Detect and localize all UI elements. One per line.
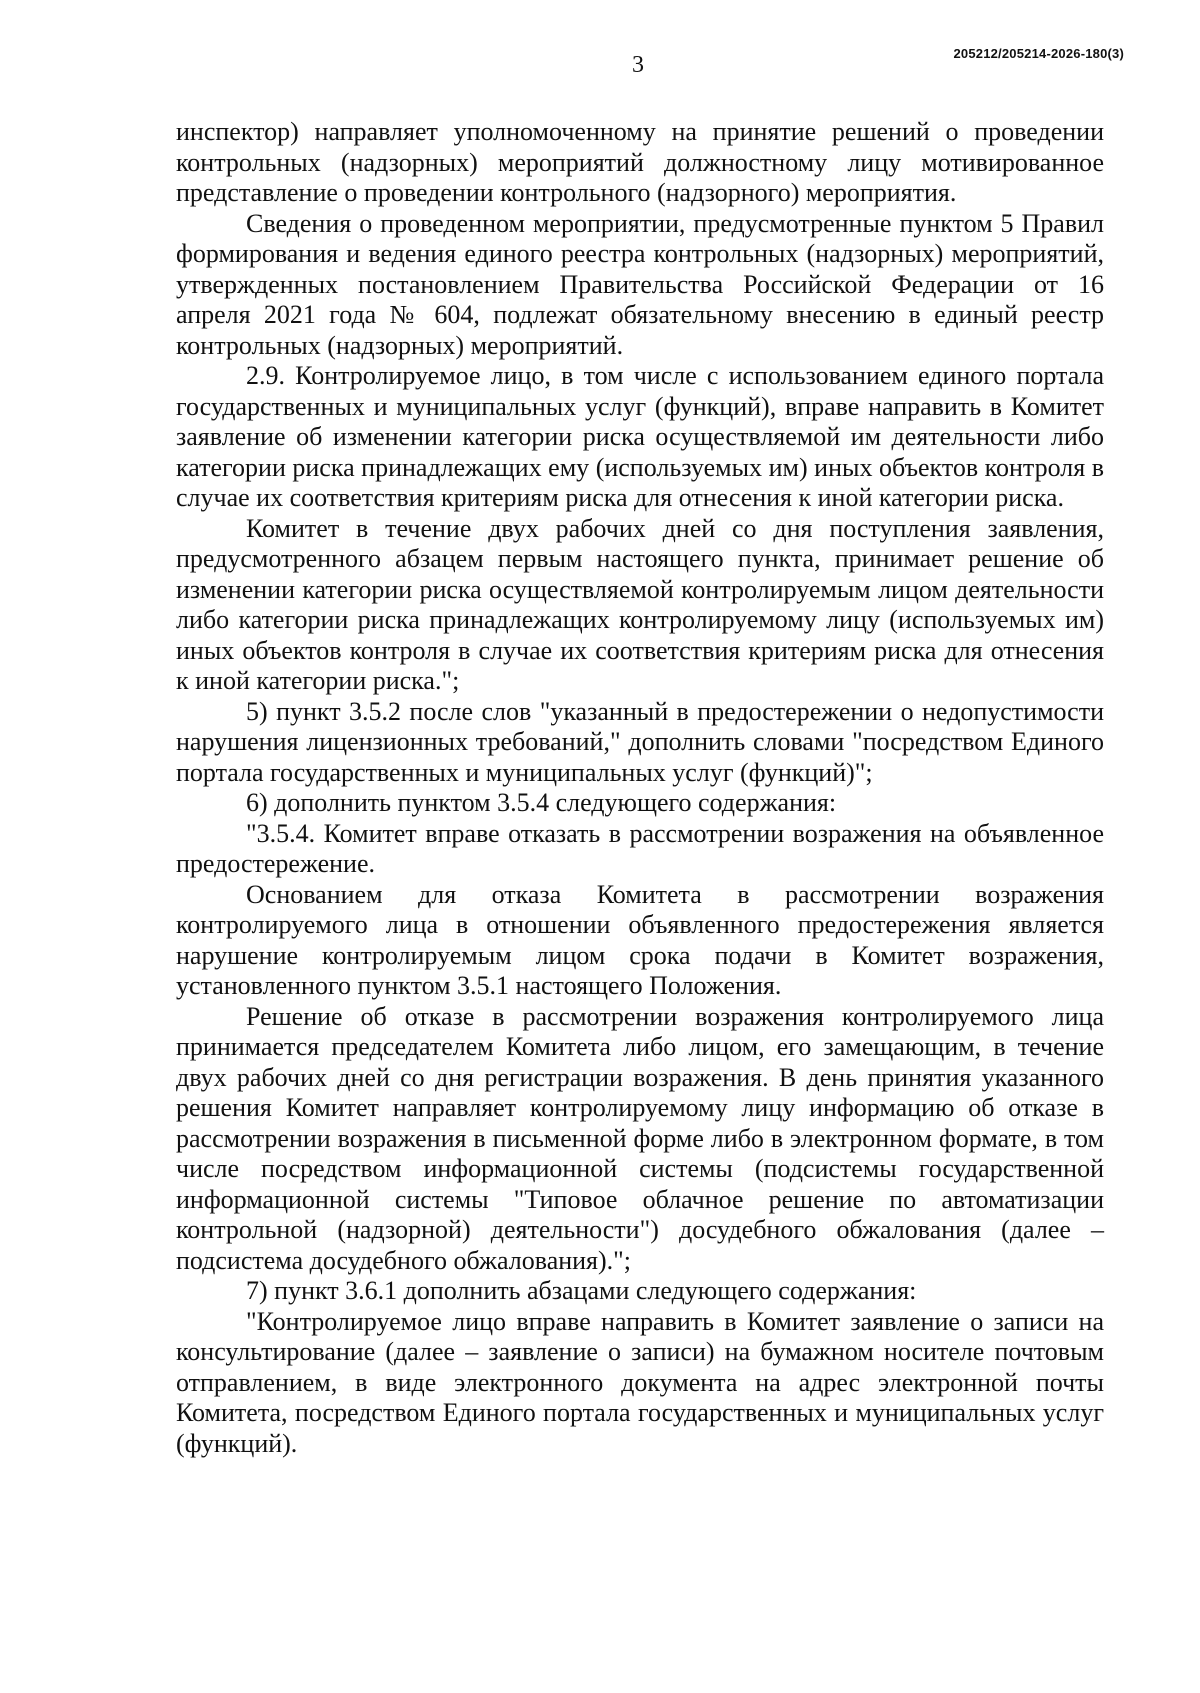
page-number: 3 [632,52,644,78]
paragraph-refusal-grounds: Основанием для отказа Комитета в рассмотрении возражения контролируемого лица в отношении объявленного предостережения является нарушение контролируемым лицом срока подачи в Комитет возражения, установленного пунктом 3.5.1 настоящего Положения. [176,879,1104,1000]
paragraph-continuation: инспектор) направляет уполномоченному на принятие решений о проведении контрольных (надзорных) мероприятий должностному лицу мотивированное представление о проведении контрольного (надзорного) мероприятия. [176,117,1104,207]
document-body [176,117,1104,1459]
paragraph-consultation-request: "Контролируемое лицо вправе направить в Комитет заявление о записи на консультирование (далее – заявление о записи) на бумажном носителе почтовым отправлением, в виде электронного документа на адрес электронной почты Комитета, посредством Единого портала государственных и муниципальных услуг (функций). [176,1306,1104,1458]
paragraph-item-6: 6) дополнить пунктом 3.5.4 следующего содержания: [246,788,837,817]
document-code: 205212/205214-2026-180(3) [953,46,1124,61]
paragraph-item-7: 7) пункт 3.6.1 дополнить абзацами следующего содержания: [246,1276,917,1305]
paragraph-registry-info: Сведения о проведенном мероприятии, предусмотренные пунктом 5 Правил формирования и ведения единого реестра контрольных (надзорных) мероприятий, утвержденных постановлением Правительства Российской Федерации от 16 апреля 2021 года № 604, подлежат обязательному внесению в единый реестр контрольных (надзорных) мероприятий. [176,208,1104,360]
paragraph-committee-decision: Комитет в течение двух рабочих дней со дня поступления заявления, предусмотренного абзацем первым настоящего пункта, принимает решение об изменении категории риска осуществляемой контролируемым лицом деятельности либо категории риска принадлежащих контролируемому лицу (используемых им) иных объектов контроля в случае их соответствия критериям риска для отнесения к иной категории риска."; [176,513,1104,695]
paragraph-3-5-4: "3.5.4. Комитет вправе отказать в рассмотрении возражения на объявленное предостережение. [176,818,1104,878]
paragraph-item-5: 5) пункт 3.5.2 после слов "указанный в предостережении о недопустимости нарушения лицензионных требований," дополнить словами "посредством Единого портала государственных и муниципальных услуг (функций)"; [176,696,1104,787]
paragraph-2-9: 2.9. Контролируемое лицо, в том числе с использованием единого портала государственных и муниципальных услуг (функций), вправе направить в Комитет заявление об изменении категории риска осуществляемой им деятельности либо категории риска принадлежащих ему (используемых им) иных объектов контроля в случае их соответствия критериям риска для отнесения к иной категории риска. [176,361,1104,512]
paragraph-refusal-decision: Решение об отказе в рассмотрении возражения контролируемого лица принимается председателем Комитета либо лицом, его замещающим, в течение двух рабочих дней со дня регистрации возражения. В день принятия указанного решения Комитет направляет контролируемому лицу информацию об отказе в рассмотрении возражения в письменной форме либо в электронном формате, в том числе посредством информационной системы (подсистемы государственной информационной системы "Типовое облачное решение по автоматизации контрольной (надзорной) деятельности") досудебного обжалования (далее – подсистема досудебного обжалования)."; [176,1001,1104,1275]
